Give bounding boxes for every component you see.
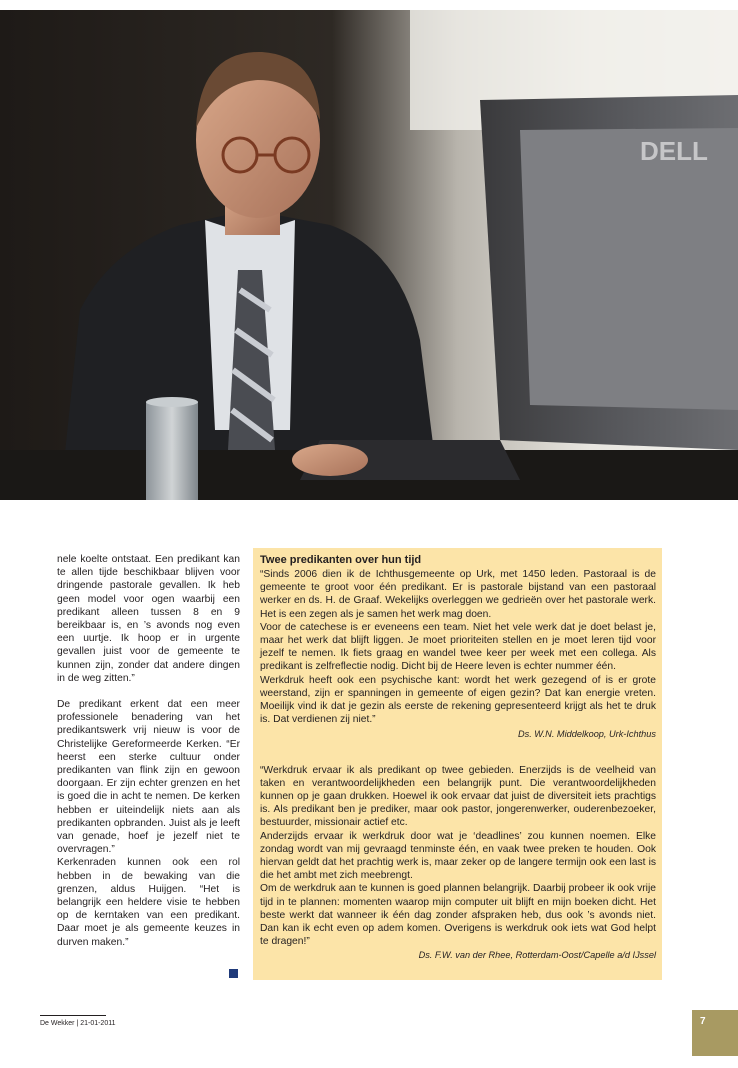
quote-paragraph: Voor de catechese is er eveneens een team. Niet het vele werk dat je doet belast je, maar het werk dat blijft liggen. Je moet prioriteiten stellen en je moet leren tijd voor jezelf te nemen. Ik fiets graag en wandel twee keer per week met een collega. Als predikant is zelfreflectie nodig. Dicht bij de Heere leven is echter nummer één. — [260, 621, 656, 673]
page-number-tab — [692, 1010, 738, 1056]
article-photo — [0, 10, 738, 500]
article-left-column — [57, 553, 240, 949]
quote-paragraph: Om de werkdruk aan te kunnen is goed plannen belangrijk. Daarbij probeer ik ook vrije tijd in te plannen: momenten waarop mijn computer uit blijft en mijn boeken dicht. Het beste werkt dat wanneer ik één dag zonder afspraken heb, dus ook ’s avonds niet. Dan kan ik echt even op adem komen. Overigens is werkdruk ook iets wat God helpt te dragen!” — [260, 883, 656, 948]
quote-paragraph: Anderzijds ervaar ik werkdruk door wat je ‘deadlines’ zou kunnen noemen. Elke zondag wordt van mij gevraagd tenminste één, en vaak twee preken te houden. Ook hiervan geldt dat het prachtig werk is, maar zeker op de langere termijn ook een last is die het ambt met zich meebrengt. — [260, 830, 656, 882]
article-paragraph: Kerkenraden kunnen ook een rol hebben in de bewaking van die grenzen, aldus Huijgen. “Het is belangrijk een heldere visie te hebben op de kerntaken van een predikant. Daar moet je als gemeente keuzes in durven maken.” — [57, 857, 240, 948]
footer-publication: De Wekker | 21-01-2011 — [40, 1020, 116, 1027]
quote-paragraph: “Werkdruk ervaar ik als predikant op twee gebieden. Enerzijds is de veelheid van taken en verantwoordelijkheden een belangrijk punt. Die verantwoordelijkheden kunnen op je gaan drukken. Hoewel ik ook ervaar dat juist de diversiteit iets prachtigs is. Als predikant ben je prediker, maar ook pastor, jongerenwerker, ouderenbezoeker, bestuurder, missionair actief etc. — [260, 764, 656, 829]
quote-signature: Ds. F.W. van der Rhee, Rotterdam-Oost/Capelle a/d IJssel — [418, 950, 656, 961]
end-of-article-mark — [229, 969, 238, 978]
quote-signature: Ds. W.N. Middelkoop, Urk-Ichthus — [517, 729, 656, 740]
footer-rule — [40, 1015, 106, 1016]
quote-paragraph: “Sinds 2006 dien ik de Ichthusgemeente op Urk, met 1450 leden. Pastoraal is de gemeente te groot voor één predikant. Er is pastorale bijstand van een pastoraal werker en ds. H. de Graaf. Wekelijks overleggen we gedrieën over het pastorale werk. Het is een zegen als je samen het werk mag doen. — [260, 569, 656, 620]
article-paragraph: nele koelte ontstaat. Een predikant kan te allen tijde beschikbaar blijven voor dringende pastorale gevallen. Ik heb geen model voor ogen waarbij een predikant alleen tussen 8 en 9 bereikbaar is, en ’s avonds nog even een uurtje. Ik hoop er in urgente gevallen juist voor de gemeente te kunnen zijn, zonder dat andere dingen in de weg zitten.” — [57, 554, 240, 684]
page-number: 7 — [700, 1016, 706, 1027]
photo-illustration — [0, 10, 738, 500]
quote-paragraph: Werkdruk heeft ook een psychische kant: wordt het werk gezegend of is er grote weerstand, zijn er spanningen in gemeente of eigen gezin? Dat kan energie vreten. Moeilijk vind ik dat je gezin als eerste de rekening gepresenteerd krijgt als het te druk is. Dat verdienen zij niet.” — [260, 674, 656, 726]
svg-text:DELL: DELL — [640, 136, 708, 166]
article-paragraph: De predikant erkent dat een meer professionele benadering van het predikantswerk vrij nieuw is voor de Christelijke Gereformeerde Kerken. “Er heerst een sterke cultuur onder predikanten van flink zijn en gewoon doorgaan. Er zijn echter grenzen en het is goed die in acht te nemen. De kerken hebben er uiteindelijk niets aan als predikanten opbranden. Juist als je leeft van genade, hoef je jezelf niet te overvragen.” — [57, 699, 240, 856]
sidebar-title: Twee predikanten over hun tijd — [260, 554, 422, 566]
sidebar-box — [253, 548, 662, 980]
